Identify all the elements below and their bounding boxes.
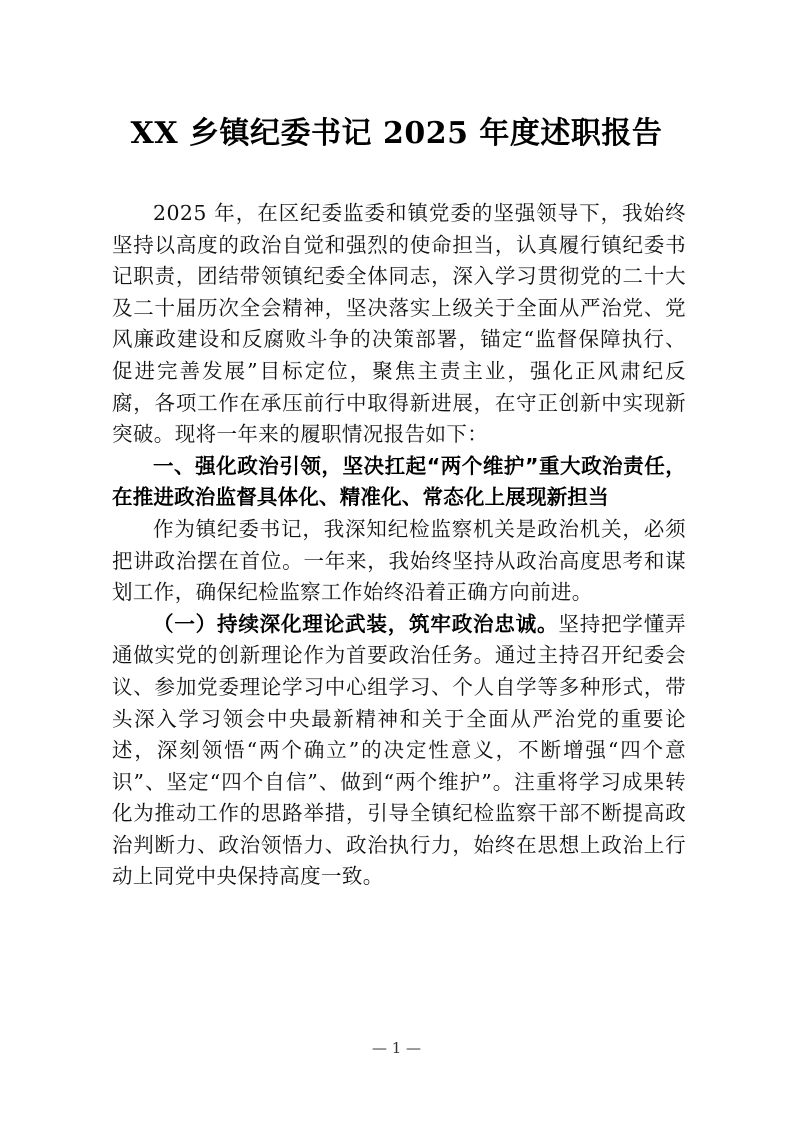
section-1-paragraph: 作为镇纪委书记，我深知纪检监察机关是政治机关，必须把讲政治摆在首位。一年来，我始终坚持从政治高度思考和谋划工作，确保纪检监察工作始终沿着正确方向前进。 <box>112 516 686 605</box>
subsection-1-paragraph <box>112 609 686 893</box>
page-number: — 1 — <box>371 1039 422 1057</box>
intro-paragraph: 2025 年，在区纪委监委和镇党委的坚强领导下，我始终坚持以高度的政治自觉和强烈的使命担当，认真履行镇纪委书记职责，团结带领镇纪委全体同志，深入学习贯彻党的二十大及二十届历次全会精神，坚决落实上级关于全面从严治党、党风廉政建设和反腐败斗争的决策部署，锚定“监督保障执行、促进完善发展”目标定位，聚焦主责主业，强化正风肃纪反腐，各项工作在承压前行中取得新进展，在守正创新中实现新突破。现将一年来的履职情况报告如下： <box>112 201 686 447</box>
document-title: XX 乡镇纪委书记 2025 年度述职报告 <box>130 116 663 151</box>
section-1-heading: 一、强化政治引领，坚决扛起“两个维护”重大政治责任，在推进政治监督具体化、精准化、常态化上展现新担当 <box>112 453 686 510</box>
document-body <box>112 198 686 893</box>
subsection-1-heading: （一）持续深化理论武装，筑牢政治忠诚。 <box>153 611 559 636</box>
subsection-1-text: 坚持把学懂弄通做实党的创新理论作为首要政治任务。通过主持召开纪委会议、参加党委理论学习中心组学习、个人自学等多种形式，带头深入学习领会中央最新精神和关于全面从严治党的重要论述，深刻领悟“两个确立”的决定性意义，不断增强“四个意识”、坚定“四个自信”、做到“两个维护”。注重将学习成果转化为推动工作的思路举措，引导全镇纪检监察干部不断提高政治判断力、政治领悟力、政治执行力，始终在思想上政治上行动上同党中央保持高度一致。 <box>112 611 686 889</box>
